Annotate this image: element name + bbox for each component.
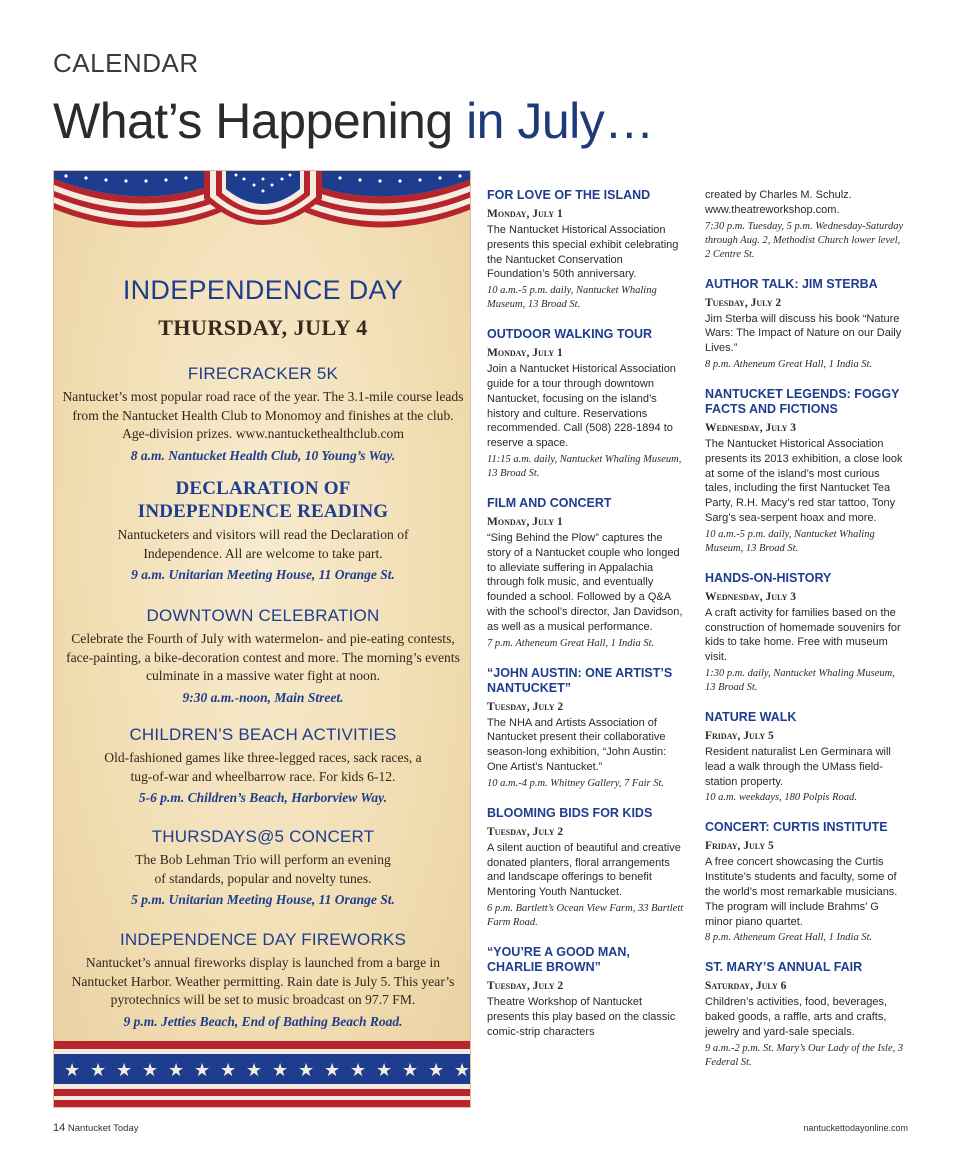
event-heading: DOWNTOWN CELEBRATION <box>146 606 380 625</box>
event-body: Old-fashioned games like three-legged races, sack races, a tug-of-war and wheelbarrow race. For kids 6-12. <box>104 750 422 784</box>
item-heading: CONCERT: CURTIS INSTITUTE <box>705 820 888 835</box>
calendar-item <box>487 327 687 481</box>
event-firecracker-5k <box>62 363 464 465</box>
item-body: The Nantucket Historical Association presents its 2013 exhibition, a close look at some of the island’s most curious tales, including the first Nantucket Tea Party, R.H. Macy’s red star tattoo, Tony Sarg’s sea-serpent hoax and more. <box>705 437 903 524</box>
event-when: 9:30 a.m.-noon, Main Street. <box>182 689 344 705</box>
item-heading: FILM AND CONCERT <box>487 495 612 510</box>
calendar-item <box>705 387 905 556</box>
svg-text:★: ★ <box>246 1060 263 1081</box>
item-date: Friday, July 5 <box>705 840 774 853</box>
svg-text:★: ★ <box>64 1060 81 1081</box>
item-when: 7:30 p.m. Tuesday, 5 p.m. Wednesday-Saturday through Aug. 2, Methodist Church lower level, 2 Centre St. <box>705 220 904 260</box>
bunting-decoration <box>54 171 471 281</box>
item-date: Monday, July 1 <box>487 208 563 220</box>
item-body: created by Charles M. Schulz. www.theatreworkshop.com. <box>705 189 852 216</box>
item-heading: “YOU’RE A GOOD MAN, CHARLIE BROWN” <box>487 944 630 974</box>
item-body: A silent auction of beautiful and creative donated planters, floral arrangements and landscape offerings to benefit Mentoring Youth Nantucket. <box>487 841 681 899</box>
svg-text:★: ★ <box>402 1060 419 1081</box>
calendar-column-2 <box>705 188 905 1085</box>
item-when: 8 p.m. Atheneum Great Hall, 1 India St. <box>705 932 873 944</box>
item-date: Tuesday, July 2 <box>487 825 564 838</box>
item-body: “Sing Behind the Plow” captures the story of a Nantucket couple who longed to alleviate suffering in Appalachia through folk music, and eventually founded a school. Followed by a Q&A with the school’s director, Jan Davidson, as well as a musical performance. <box>487 531 683 633</box>
event-childrens-beach <box>62 724 464 807</box>
headline-part2: in <box>452 93 518 149</box>
headline-month: July <box>517 93 605 149</box>
calendar-item <box>487 188 687 312</box>
event-heading: CHILDREN’S BEACH ACTIVITIES <box>129 725 397 744</box>
calendar-item <box>487 945 687 1039</box>
svg-text:★: ★ <box>324 1060 341 1081</box>
item-date: Tuesday, July 2 <box>705 296 782 309</box>
event-when: 9 p.m. Jetties Beach, End of Bathing Beach Road. <box>123 1013 403 1029</box>
right-swag <box>302 171 471 228</box>
svg-text:★: ★ <box>90 1060 107 1081</box>
item-heading: NANTUCKET LEGENDS: FOGGY FACTS AND FICTIONS <box>705 386 900 416</box>
stars-stripes-band <box>54 1041 471 1107</box>
independence-day-poster <box>53 170 471 1108</box>
calendar-item <box>705 571 905 695</box>
left-swag <box>54 171 224 228</box>
svg-text:★: ★ <box>116 1060 133 1081</box>
svg-text:★: ★ <box>272 1060 289 1081</box>
item-heading: BLOOMING BIDS FOR KIDS <box>487 805 653 820</box>
event-declaration-reading <box>62 477 464 584</box>
item-when: 6 p.m. Bartlett’s Ocean View Farm, 33 Bartlett Farm Road. <box>487 902 684 928</box>
calendar-column-1 <box>487 188 687 1054</box>
item-body: Resident naturalist Len Germinara will lead a walk through the UMass field-station property. <box>705 745 891 788</box>
item-date: Monday, July 1 <box>487 347 563 360</box>
calendar-item <box>705 960 905 1069</box>
item-when: 10 a.m.-4 p.m. Whitney Gallery, 7 Fair St. <box>487 777 665 789</box>
event-heading: DECLARATION OF INDEPENDENCE READING <box>137 478 389 522</box>
event-body: Nantucket’s most popular road race of the year. The 3.1-mile course leads from the Nantucket Health Club to Monomoy and finishes at the club. Age-division prizes. www.nantuckethealthclub.com <box>62 389 464 441</box>
item-when: 1:30 p.m. daily, Nantucket Whaling Museum, 13 Broad St. <box>705 667 895 693</box>
svg-text:★: ★ <box>220 1060 237 1081</box>
page-number: 14 <box>53 1122 66 1134</box>
poster-title: INDEPENDENCE DAY <box>122 275 404 305</box>
item-heading: FOR LOVE OF THE ISLAND <box>487 188 651 202</box>
event-heading: FIRECRACKER 5K <box>187 364 339 383</box>
svg-text:★: ★ <box>298 1060 315 1081</box>
event-heading: THURSDAYS@5 CONCERT <box>151 827 375 846</box>
item-when: 10 a.m.-5 p.m. daily, Nantucket Whaling Museum, 13 Broad St. <box>487 285 657 311</box>
item-body: The NHA and Artists Association of Nantucket present their collaborative season-long exhibition, “John Austin: One Artist’s Nantucket.” <box>487 716 667 773</box>
item-body: Join a Nantucket Historical Association guide for a tour through downtown Nantucket, focusing on the island’s history and culture. Reservations recommended. Call (508) 228-1894 to reserve a space. <box>487 363 676 450</box>
item-date: Friday, July 5 <box>705 729 774 742</box>
svg-text:★: ★ <box>194 1060 211 1081</box>
calendar-item <box>705 277 905 372</box>
calendar-item <box>705 710 905 805</box>
svg-text:★: ★ <box>454 1060 471 1081</box>
event-fireworks <box>62 929 464 1031</box>
item-date: Wednesday, July 3 <box>705 590 797 603</box>
item-body: A free concert showcasing the Curtis Institute’s students and faculty, some of the world’s most remarkable musicians. The program will include Brahms’ G minor piano quartet. <box>705 856 898 928</box>
event-downtown-celebration <box>62 605 464 707</box>
item-body: Children’s activities, food, beverages, baked goods, a raffle, arts and crafts, jewelry and yard-sale specials. <box>705 996 888 1038</box>
event-body: Nantucketers and visitors will read the Declaration of Independence. All are welcome to take part. <box>117 527 409 561</box>
event-body: Celebrate the Fourth of July with watermelon- and pie-eating contests, face-painting, a bike-decoration contest and more. The morning’s events culminate in a massive water fight at noon. <box>66 631 460 683</box>
item-heading: HANDS-ON-HISTORY <box>705 570 832 585</box>
calendar-item <box>487 666 687 791</box>
item-when: 9 a.m.-2 p.m. St. Mary’s Our Lady of the Isle, 3 Federal St. <box>705 1042 904 1068</box>
section-label: CALENDAR <box>53 48 199 78</box>
item-body: The Nantucket Historical Association presents this special exhibit celebrating the Nantucket Conservation Foundation’s 50th anniversary. <box>487 224 679 281</box>
item-body: A craft activity for families based on the construction of homemade souvenirs for kids to take home. Free with museum visit. <box>705 606 901 664</box>
item-heading: AUTHOR TALK: JIM STERBA <box>705 276 878 291</box>
event-heading: INDEPENDENCE DAY FIREWORKS <box>119 930 407 949</box>
item-when: 11:15 a.m. daily, Nantucket Whaling Museum, 13 Broad St. <box>487 453 682 479</box>
page-headline <box>53 92 654 150</box>
item-date: Monday, July 1 <box>487 515 563 528</box>
event-when: 5-6 p.m. Children’s Beach, Harborview Way. <box>138 790 388 805</box>
item-date: Saturday, July 6 <box>705 980 787 993</box>
item-when: 8 p.m. Atheneum Great Hall, 1 India St. <box>705 358 873 370</box>
item-when: 10 a.m.-5 p.m. daily, Nantucket Whaling Museum, 13 Broad St. <box>705 528 875 554</box>
item-date: Tuesday, July 2 <box>487 979 564 992</box>
svg-text:★: ★ <box>168 1060 185 1081</box>
event-body: The Bob Lehman Trio will perform an evening of standards, popular and novelty tunes. <box>135 852 391 886</box>
event-when: 5 p.m. Unitarian Meeting House, 11 Orange St. <box>131 892 395 907</box>
headline-part1: What’s Happening <box>53 93 453 149</box>
calendar-item-continued <box>705 188 905 262</box>
item-when: 7 p.m. Atheneum Great Hall, 1 India St. <box>487 637 655 649</box>
svg-text:★: ★ <box>142 1060 159 1081</box>
svg-text:★: ★ <box>376 1060 393 1081</box>
item-when: 10 a.m. weekdays, 180 Polpis Road. <box>705 792 857 804</box>
item-heading: OUTDOOR WALKING TOUR <box>487 327 653 342</box>
item-heading: “JOHN AUSTIN: ONE ARTIST’S NANTUCKET” <box>487 665 673 695</box>
calendar-item <box>705 820 905 945</box>
item-date: Tuesday, July 2 <box>487 700 564 713</box>
site-url: nantuckettodayonline.com <box>803 1123 908 1133</box>
headline-ellipsis: … <box>604 93 654 149</box>
item-heading: ST. MARY’S ANNUAL FAIR <box>705 960 863 975</box>
item-date: Wednesday, July 3 <box>705 421 797 434</box>
item-heading: NATURE WALK <box>705 709 797 724</box>
page-footer-left <box>53 1122 138 1134</box>
event-when: 8 a.m. Nantucket Health Club, 10 Young’s Way. <box>130 447 396 463</box>
poster-subtitle: THURSDAY, JULY 4 <box>158 315 368 340</box>
magazine-name: Nantucket Today <box>67 1123 139 1134</box>
event-body: Nantucket’s annual fireworks display is launched from a barge in Nantucket Harbor. Weather permitting. Rain date is July 5. This year’s pyrotechnics will be set to music broadcast on 97.7 FM. <box>71 955 455 1007</box>
svg-text:★: ★ <box>350 1060 367 1081</box>
svg-text:★: ★ <box>428 1060 445 1081</box>
item-body: Theatre Workshop of Nantucket presents this play based on the classic comic-strip characters <box>487 995 676 1038</box>
center-fan <box>204 171 322 225</box>
item-body: Jim Sterba will discuss his book “Nature Wars: The Impact of Nature on our Daily Lives.” <box>705 312 902 355</box>
event-when: 9 a.m. Unitarian Meeting House, 11 Orange St. <box>131 567 395 582</box>
calendar-item <box>487 806 687 930</box>
calendar-item <box>487 496 687 651</box>
event-thursdays-concert <box>62 826 464 909</box>
